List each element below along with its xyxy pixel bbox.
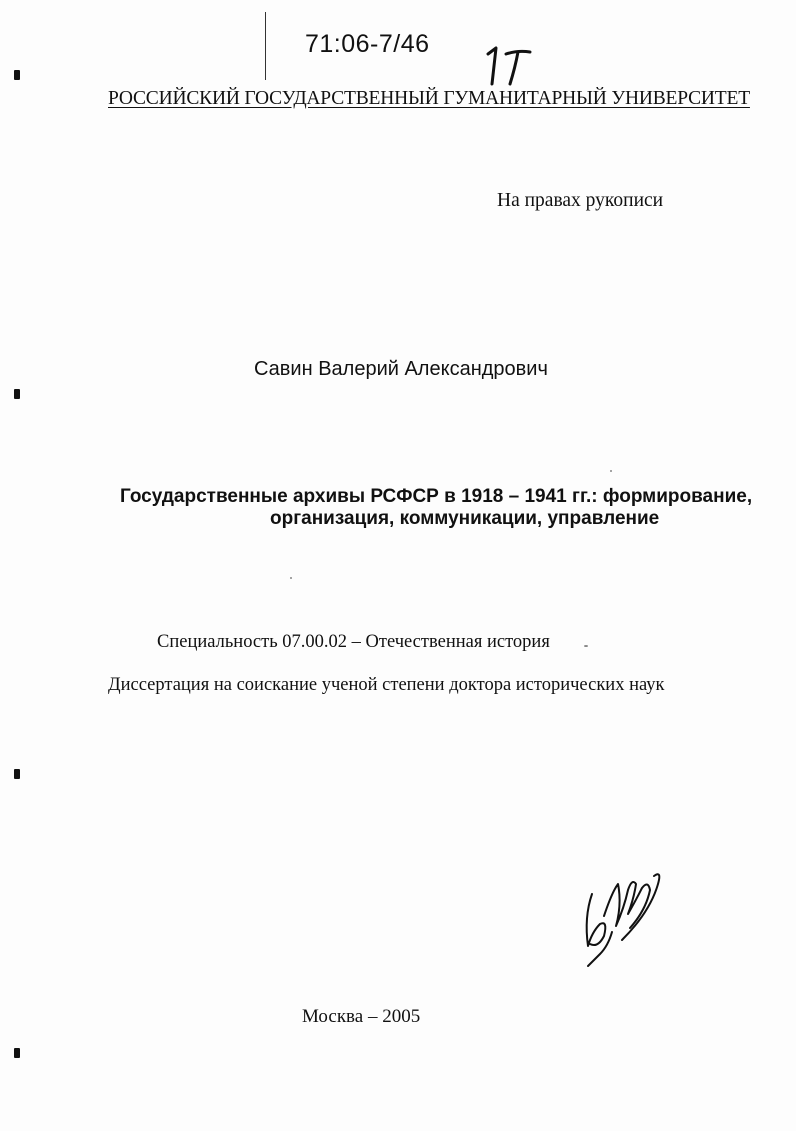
punch-mark <box>14 389 20 399</box>
thesis-title-line-1: Государственные архивы РСФСР в 1918 – 1941 гг.: формирование, <box>120 486 753 507</box>
scan-speck <box>584 645 588 647</box>
punch-mark <box>14 70 20 80</box>
rights-note: На правах рукописи <box>497 190 664 211</box>
signature-icon <box>578 862 668 977</box>
punch-mark <box>14 1048 20 1058</box>
thesis-title-line-2: организация, коммуникации, управление <box>270 508 660 529</box>
scan-speck <box>290 577 292 579</box>
university-name: РОССИЙСКИЙ ГОСУДАРСТВЕННЫЙ ГУМАНИТАРНЫЙ УНИВЕРСИТЕТ <box>108 88 750 109</box>
handwritten-mark-icon <box>478 40 538 90</box>
punch-mark <box>14 769 20 779</box>
speciality-line: Специальность 07.00.02 – Отечественная история <box>157 632 550 652</box>
dissertation-line: Диссертация на соискание ученой степени доктора исторических наук <box>108 675 665 695</box>
margin-rule <box>265 12 266 80</box>
author-name: Савин Валерий Александрович <box>254 358 548 380</box>
place-and-year: Москва – 2005 <box>302 1006 421 1027</box>
archive-code: 71:06-7/46 <box>305 30 430 58</box>
scan-speck <box>610 470 612 472</box>
